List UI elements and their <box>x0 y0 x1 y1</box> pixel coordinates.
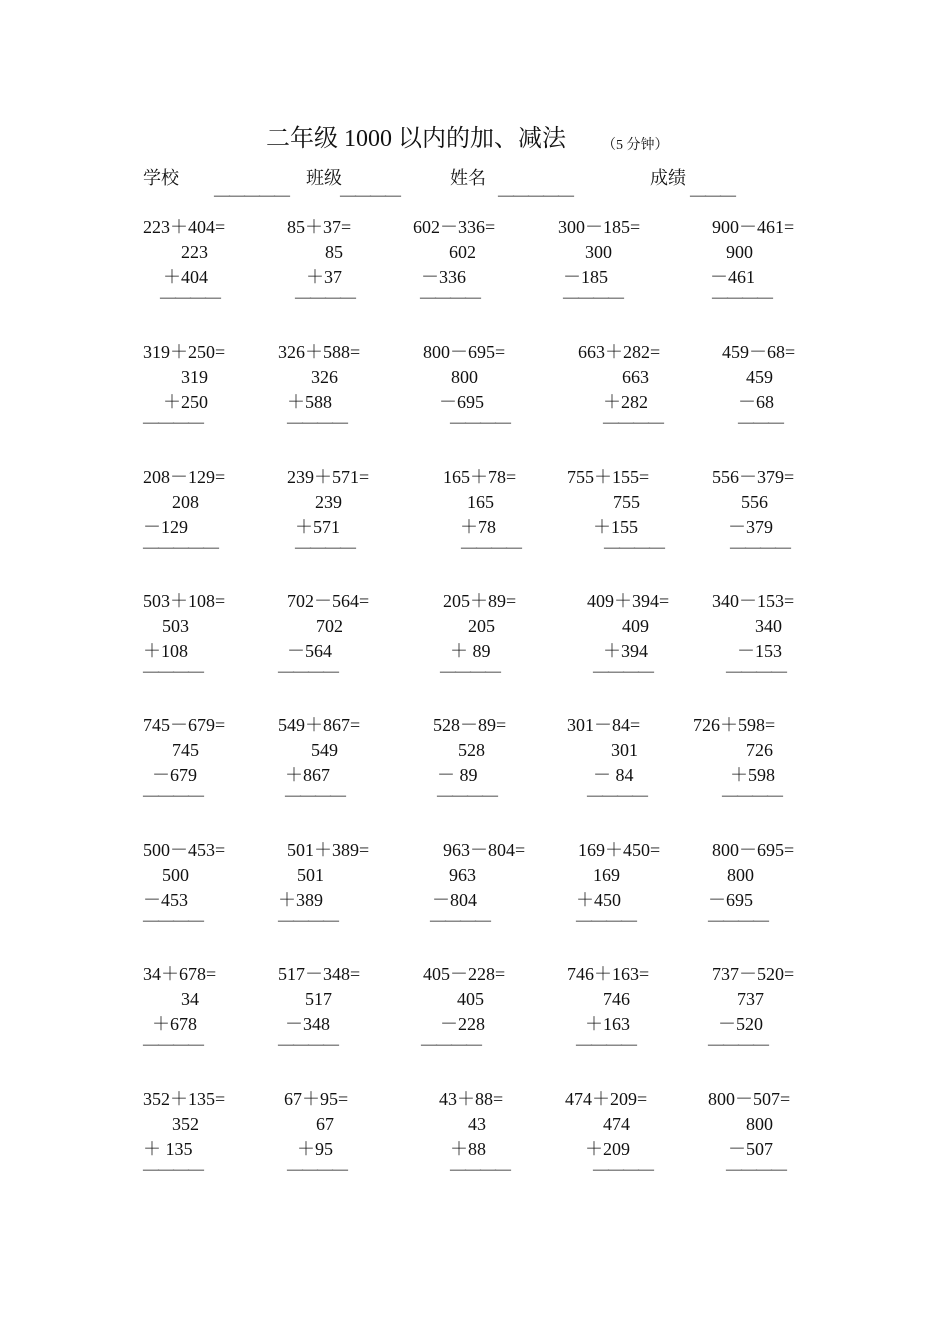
problem-top-operand: 165 <box>467 492 494 512</box>
problem-top-operand: 900 <box>726 242 753 262</box>
time-limit-note: （5 分钟） <box>602 138 669 153</box>
problem-bottom-operand: ＋155 <box>593 517 638 537</box>
problem-equation: 549＋867= <box>278 715 361 735</box>
problem-equation: 405－228= <box>423 964 506 984</box>
problem-equation: 963－804= <box>443 840 526 860</box>
problem-top-operand: 800 <box>727 865 754 885</box>
problem-equation: 85＋37= <box>287 217 352 237</box>
problem-answer-line[interactable]: ———— <box>295 539 355 556</box>
problem-equation: 301－84= <box>567 715 641 735</box>
problem-answer-line[interactable]: ———— <box>143 787 203 804</box>
problem-equation: 205＋89= <box>443 591 517 611</box>
problem-bottom-operand: ＋282 <box>603 392 648 412</box>
problem-answer-line[interactable]: ———— <box>285 787 345 804</box>
score-blank[interactable]: ——— <box>690 187 735 204</box>
problem-equation: 501＋389= <box>287 840 370 860</box>
problem-equation: 517－348= <box>278 964 361 984</box>
problem-bottom-operand: －153 <box>737 641 782 661</box>
problem-bottom-operand: ＋250 <box>163 392 208 412</box>
name-blank[interactable]: ————— <box>498 187 573 204</box>
problem-answer-line[interactable]: ———— <box>726 663 786 680</box>
problem-bottom-operand: ＋598 <box>730 765 775 785</box>
problem-equation: 67＋95= <box>284 1089 349 1109</box>
problem-answer-line[interactable]: ———— <box>603 414 663 431</box>
problem-answer-line[interactable]: ———— <box>730 539 790 556</box>
problem-answer-line[interactable]: ———— <box>726 1161 786 1178</box>
problem-top-operand: 34 <box>181 989 199 1009</box>
problem-answer-line[interactable]: ———— <box>278 663 338 680</box>
problem-equation: 340－153= <box>712 591 795 611</box>
problem-bottom-operand: －695 <box>708 890 753 910</box>
problem-bottom-operand: －507 <box>728 1139 773 1159</box>
problem-answer-line[interactable]: ———— <box>143 663 203 680</box>
class-blank[interactable]: ———— <box>340 187 400 204</box>
problem-bottom-operand: ＋678 <box>152 1014 197 1034</box>
problem-answer-line[interactable]: ———— <box>437 787 497 804</box>
problem-equation: 239＋571= <box>287 467 370 487</box>
problem-equation: 352＋135= <box>143 1089 226 1109</box>
problem-equation: 409＋394= <box>587 591 670 611</box>
problem-top-operand: 726 <box>746 740 773 760</box>
problem-equation: 528－89= <box>433 715 507 735</box>
problem-top-operand: 43 <box>468 1114 486 1134</box>
problem-answer-line[interactable]: ———— <box>160 289 220 306</box>
problem-bottom-operand: －185 <box>563 267 608 287</box>
problem-top-operand: 602 <box>449 242 476 262</box>
problem-equation: 503＋108= <box>143 591 226 611</box>
problem-top-operand: 340 <box>755 616 782 636</box>
problem-equation: 602－336= <box>413 217 496 237</box>
problem-top-operand: 169 <box>593 865 620 885</box>
problem-bottom-operand: ＋88 <box>450 1139 486 1159</box>
problem-bottom-operand: －348 <box>285 1014 330 1034</box>
problem-answer-line[interactable]: ———— <box>593 663 653 680</box>
problem-bottom-operand: －453 <box>143 890 188 910</box>
problem-answer-line[interactable]: ———— <box>593 1161 653 1178</box>
problem-answer-line[interactable]: ———— <box>421 1036 481 1053</box>
problem-top-operand: 319 <box>181 367 208 387</box>
problem-top-operand: 746 <box>603 989 630 1009</box>
problem-top-operand: 800 <box>746 1114 773 1134</box>
problem-bottom-operand: ＋163 <box>585 1014 630 1034</box>
school-label: 学校 <box>143 168 179 188</box>
problem-equation: 474＋209= <box>565 1089 648 1109</box>
problem-top-operand: 352 <box>172 1114 199 1134</box>
problem-answer-line[interactable]: ———— <box>295 289 355 306</box>
problem-equation: 223＋404= <box>143 217 226 237</box>
problem-answer-line[interactable]: ————— <box>143 539 218 556</box>
problem-bottom-operand: －129 <box>143 517 188 537</box>
problem-top-operand: 737 <box>737 989 764 1009</box>
problem-answer-line[interactable]: ———— <box>576 912 636 929</box>
problem-top-operand: 745 <box>172 740 199 760</box>
problem-top-operand: 517 <box>305 989 332 1009</box>
problem-answer-line[interactable]: ———— <box>563 289 623 306</box>
problem-equation: 459－68= <box>722 342 796 362</box>
problem-bottom-operand: －520 <box>718 1014 763 1034</box>
problem-bottom-operand: ＋450 <box>576 890 621 910</box>
problem-top-operand: 556 <box>741 492 768 512</box>
problem-equation: 702－564= <box>287 591 370 611</box>
problem-answer-line[interactable]: ———— <box>143 414 203 431</box>
problem-equation: 800－695= <box>423 342 506 362</box>
problem-equation: 556－379= <box>712 467 795 487</box>
problem-bottom-operand: ＋404 <box>163 267 208 287</box>
problem-top-operand: 405 <box>457 989 484 1009</box>
problem-answer-line[interactable]: ———— <box>576 1036 636 1053</box>
problem-answer-line[interactable]: ———— <box>450 1161 510 1178</box>
problem-equation: 34＋678= <box>143 964 217 984</box>
problem-top-operand: 702 <box>316 616 343 636</box>
problem-equation: 165＋78= <box>443 467 517 487</box>
problem-answer-line[interactable]: ———— <box>604 539 664 556</box>
problem-equation: 800－507= <box>708 1089 791 1109</box>
problem-answer-line[interactable]: ———— <box>420 289 480 306</box>
problem-top-operand: 301 <box>611 740 638 760</box>
problem-bottom-operand: ＋588 <box>287 392 332 412</box>
problem-top-operand: 474 <box>603 1114 630 1134</box>
problem-answer-line[interactable]: ———— <box>708 1036 768 1053</box>
problem-answer-line[interactable]: ——— <box>738 414 783 431</box>
problem-answer-line[interactable]: ———— <box>287 414 347 431</box>
problem-answer-line[interactable]: ———— <box>461 539 521 556</box>
problem-answer-line[interactable]: ———— <box>278 1036 338 1053</box>
problem-top-operand: 500 <box>162 865 189 885</box>
problem-top-operand: 409 <box>622 616 649 636</box>
problem-equation: 208－129= <box>143 467 226 487</box>
problem-equation: 500－453= <box>143 840 226 860</box>
problem-top-operand: 300 <box>585 242 612 262</box>
problem-answer-line[interactable]: ———— <box>287 1161 347 1178</box>
problem-bottom-operand: ＋867 <box>285 765 330 785</box>
problem-bottom-operand: －804 <box>432 890 477 910</box>
problem-bottom-operand: ＋95 <box>297 1139 333 1159</box>
problem-top-operand: 501 <box>297 865 324 885</box>
problem-answer-line[interactable]: ———— <box>450 414 510 431</box>
problem-bottom-operand: －336 <box>421 267 466 287</box>
problem-top-operand: 208 <box>172 492 199 512</box>
problem-bottom-operand: －564 <box>287 641 332 661</box>
problem-top-operand: 326 <box>311 367 338 387</box>
problem-equation: 745－679= <box>143 715 226 735</box>
problem-equation: 737－520= <box>712 964 795 984</box>
problem-top-operand: 755 <box>613 492 640 512</box>
problem-bottom-operand: －461 <box>710 267 755 287</box>
problem-answer-line[interactable]: ———— <box>440 663 500 680</box>
problem-bottom-operand: ＋78 <box>460 517 496 537</box>
problem-answer-line[interactable]: ———— <box>587 787 647 804</box>
problem-answer-line[interactable]: ———— <box>278 912 338 929</box>
problem-top-operand: 663 <box>622 367 649 387</box>
problem-bottom-operand: －379 <box>728 517 773 537</box>
problem-top-operand: 800 <box>451 367 478 387</box>
problem-top-operand: 239 <box>315 492 342 512</box>
problem-equation: 319＋250= <box>143 342 226 362</box>
problem-bottom-operand: ＋ 89 <box>450 641 491 661</box>
problem-bottom-operand: ＋394 <box>603 641 648 661</box>
school-blank[interactable]: ————— <box>214 187 289 204</box>
problem-equation: 300－185= <box>558 217 641 237</box>
problem-top-operand: 549 <box>311 740 338 760</box>
problem-answer-line[interactable]: ———— <box>712 289 772 306</box>
problem-bottom-operand: － 84 <box>593 765 634 785</box>
class-label: 班级 <box>306 168 342 188</box>
problem-bottom-operand: －228 <box>440 1014 485 1034</box>
problem-top-operand: 223 <box>181 242 208 262</box>
problem-bottom-operand: ＋ 135 <box>143 1139 193 1159</box>
problem-top-operand: 963 <box>449 865 476 885</box>
problem-top-operand: 67 <box>316 1114 334 1134</box>
problem-bottom-operand: －679 <box>152 765 197 785</box>
worksheet-title: 二年级 1000 以内的加、减法 <box>266 126 566 152</box>
problem-equation: 746＋163= <box>567 964 650 984</box>
problem-top-operand: 205 <box>468 616 495 636</box>
problem-equation: 755＋155= <box>567 467 650 487</box>
problem-top-operand: 503 <box>162 616 189 636</box>
problem-bottom-operand: ＋108 <box>143 641 188 661</box>
problem-top-operand: 528 <box>458 740 485 760</box>
problem-top-operand: 459 <box>746 367 773 387</box>
problem-bottom-operand: －695 <box>439 392 484 412</box>
score-label: 成绩 <box>650 168 686 188</box>
problem-bottom-operand: ＋389 <box>278 890 323 910</box>
problem-bottom-operand: － 89 <box>437 765 478 785</box>
problem-answer-line[interactable]: ———— <box>143 1161 203 1178</box>
problem-equation: 726＋598= <box>693 715 776 735</box>
problem-equation: 326＋588= <box>278 342 361 362</box>
problem-equation: 169＋450= <box>578 840 661 860</box>
problem-bottom-operand: －68 <box>738 392 774 412</box>
problem-equation: 663＋282= <box>578 342 661 362</box>
problem-bottom-operand: ＋37 <box>306 267 342 287</box>
problem-equation: 43＋88= <box>439 1089 504 1109</box>
problem-answer-line[interactable]: ———— <box>143 1036 203 1053</box>
problem-answer-line[interactable]: ———— <box>430 912 490 929</box>
name-label: 姓名 <box>450 168 486 188</box>
problem-answer-line[interactable]: ———— <box>143 912 203 929</box>
problem-bottom-operand: ＋571 <box>295 517 340 537</box>
problem-answer-line[interactable]: ———— <box>708 912 768 929</box>
problem-bottom-operand: ＋209 <box>585 1139 630 1159</box>
problem-answer-line[interactable]: ———— <box>722 787 782 804</box>
problem-equation: 800－695= <box>712 840 795 860</box>
problem-equation: 900－461= <box>712 217 795 237</box>
problem-top-operand: 85 <box>325 242 343 262</box>
